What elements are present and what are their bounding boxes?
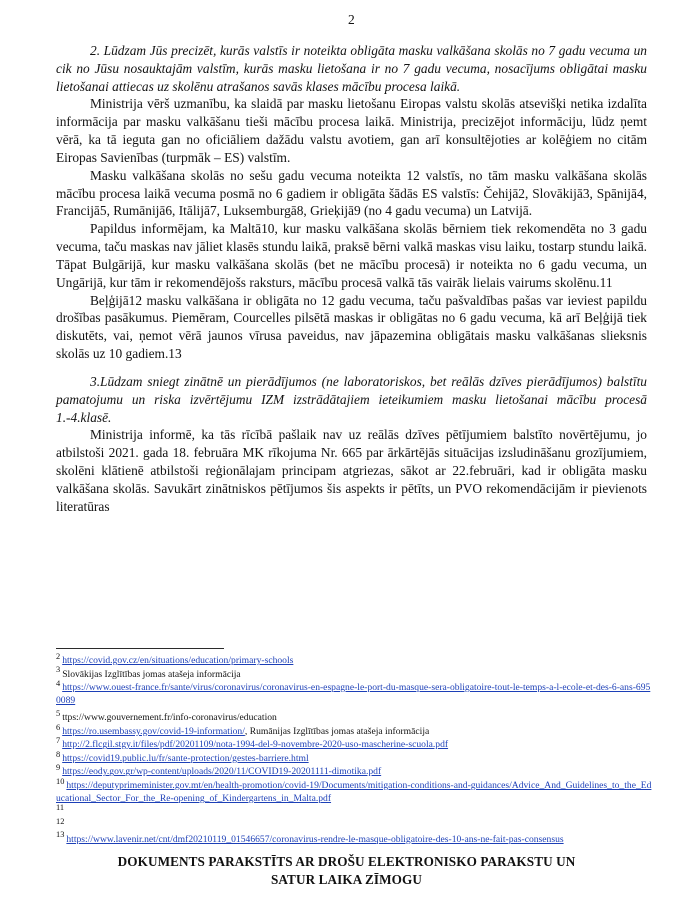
signature-line-2: SATUR LAIKA ZĪMOGU [270,871,423,887]
footnote-number: 5 [56,709,61,718]
paragraph-spacer [56,363,647,373]
footnote-number: 11 [56,803,65,813]
footnote-item [56,678,653,707]
paragraph-q3-question: 3.Lūdzam sniegt zinātnē un pierādījumos (ne laboratoriskos, bet reālās dzīves pierādījumos) balstītu pamatojumu un riska izvērtējumu IZM izstrādātajiem ieteikumiem masku lietošanai mācību procesā 1.-4.klasē. [56,373,647,425]
footnote-number: 8 [56,749,61,759]
footnote-item [56,749,653,765]
footnote-link[interactable]: https://eody.gov.gr/wp-content/uploads/2020/11/COVID19-20201111-dimotika.pdf [62,766,382,778]
signature-footer [0,853,693,888]
footnote-link[interactable]: https://ro.usembassy.gov/covid-19-information/ [62,725,245,737]
footnote-number: 13 [56,830,65,840]
footnote-item [56,738,653,751]
footnote-link[interactable]: https://www.lavenir.net/cnt/dmf20210119_01546657/coronavirus-rendre-le-masque-obligatoire-des-10-ans-ne-fait-pas-consensus [66,833,564,845]
footnote-number: 12 [56,816,65,826]
footnote-link[interactable]: http://2.flcgil.stgy.it/files/pdf/20201109/nota-1994-del-9-novembre-2020-uso-mascherine-scuola.pdf [62,739,449,751]
signature-line-1: DOKUMENTS PARAKSTĪTS AR DROŠU ELEKTRONISKO PARAKSTU UN [117,854,576,870]
paragraph-ministry-informs: Ministrija informē, ka tās rīcībā pašlaik nav uz reālās dzīves pētījumiem balstīto novērtējumu, jo atbilstoši 2021. gada 18. februāra MK rīkojuma Nr. 665 par ārkārtējās situācijas izsludināšanu grozījumiem, skolēni klātienē atbilstoši reģionālajam principam atgriezas, sākot ar 22.februāri, kad ir obligāta masku valkāšana skolās. Savukārt zinātniskos pētījumos šis aspekts ir pētīts, un PVO rekomendācijām ir pievienots literatūras [56,427,647,514]
document-body [56,42,647,516]
paragraph-six-year-old: Masku valkāšana skolās no sešu gadu vecuma noteikta 12 valstīs, no tām masku valkāšana skolās mācību procesa laikā vecuma posmā no 6 gadiem ir obligāta šādās ES valstīs: Čehijā2, Slovākijā3, Spānijā4, Francijā5, Rumānijā6, Itālijā7, Luksemburgā8, Grieķijā9 (no 4 gadu vecuma) un Latvijā. [56,167,647,219]
paragraph-ministry-attention: Ministrija vērš uzmanību, ka slaidā par masku lietošanu Eiropas valstu skolās atsevišķi netika izdalīta informācija par masku valkāšanu tieši mācību procesa laikā. Ministrija, precizējot informāciju, lūdz ņemt vērā, ka tā ieguta gan no oficiāliem dažādu valstu avotiem, gan arī konsultējoties ar kolēģiem no citām Eiropas Savienības (turpmāk – ES) valstīm. [56,96,647,165]
footnote-item [56,803,653,819]
footnote-link[interactable]: https://covid.gov.cz/en/situations/education/primary-schools [62,655,294,666]
footnote-text: Slovākijas Izglītības jomas atašeja informācija [62,668,241,680]
footnote-number: 2 [56,651,61,661]
footnote-separator [56,648,224,649]
footnote-item [56,776,653,805]
footnote-number: 9 [56,763,61,773]
footnote-item [56,722,653,738]
footnote-link[interactable]: https://www.ouest-france.fr/sante/virus/coronavirus/coronavirus-en-espagne-le-port-du-masque-sera-obligatoire-tout-le-temps-a-l-ecole-et-des-6-ans-6950089 [56,682,651,707]
footnote-item [56,830,653,846]
page-number: 2 [348,12,355,27]
footnotes-section [56,648,653,860]
paragraph-q2-question: 2. Lūdzam Jūs precizēt, kurās valstīs ir noteikta obligāta masku valkāšana skolās no 7 gadu vecuma un cik no Jūsu nosauktajām valstīm, kurās masku lietošana ir no 7 gadu vecuma, nosacījums obligātai masku lietošanai attiecas uz skolēnu atrašanos savās klases mācību procesa laikā. [56,43,647,94]
footnote-item [56,765,653,778]
paragraph-malta-info: Papildus informējam, ka Maltā10, kur masku valkāšana skolās bērniem tiek rekomendēta no 3 gadu vecuma, taču maskas nav jāliet klasēs stundu laikā, praksē bērni valkā maskas visu laiku, tostarp stundu laikā. Tāpat Bulgārijā, kur masku valkāšana skolās (bet ne mācību procesā) ir noteikta no 6 gadu vecuma, un Ungārijā, kur tām ir rekomendējošs raksturs, mācību procesā valkā tās vairāk lielais vairums skolēnu.11 [56,221,647,290]
footnote-item [56,665,653,681]
footnote-number: 3 [56,665,61,675]
footnote-link[interactable]: https://covid19.public.lu/fr/sante-protection/gestes-barriere.html [62,752,309,764]
paragraph-belgium-info: Beļģijā12 masku valkāšana ir obligāta no 12 gadu vecuma, taču pašvaldības pašas var ieviest papildu drošības pasākumus. Piemēram, Courcelles pilsētā maskas ir obligātas no 6 gadu vecuma, kā arī Beļģijā tiek diskutēts, vai, ņemot vērā jaunos vīrusa paveidus, nav jāpazemina obligātais masku valkāšanas slieksnis skolās uz 10 gadiem.13 [56,292,647,362]
footnote-text: , Rumānijas Izglītības jomas atašeja informācija [244,725,430,737]
footnote-link[interactable]: https://deputyprimeminister.gov.mt/en/health-promotion/covid-19/Documents/mitigation-conditions-and-guidances/Advice_And_Guidelines_to_the_Educational_Sector_For_the_Re-opening_of_Kindergartens_in_Malta.pdf [56,779,652,804]
footnote-item [56,816,653,832]
footnote-number: 6 [56,722,61,732]
footnote-item [56,651,653,667]
footnote-number: 4 [56,678,61,688]
footnote-text: ttps://www.gouvernement.fr/info-coronavirus/education [62,712,277,724]
footnote-number: 7 [56,736,61,746]
footnote-item [56,711,653,724]
footnote-number: 10 [56,776,65,786]
